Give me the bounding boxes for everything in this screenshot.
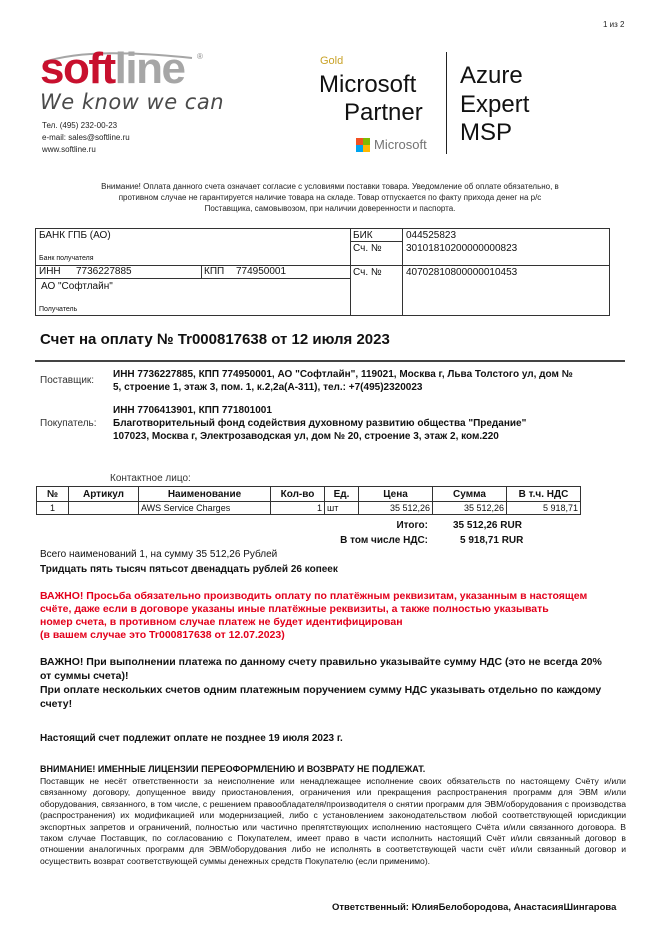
warning-line-3: номер счета, в противном случае платеж не будет идентифицирован <box>40 616 403 628</box>
title-rule <box>35 360 625 362</box>
contact-website: www.softline.ru <box>42 145 96 154</box>
buyer-line1: ИНН 7706413901, КПП 771801001 <box>113 405 272 416</box>
cell-sku <box>69 502 139 515</box>
inn-value: 7736227885 <box>76 266 132 277</box>
bik-label: БИК <box>353 230 373 241</box>
bank-label: Банк получателя <box>39 255 94 262</box>
items-summary: Всего наименований 1, на сумму 35 512,26 Рублей <box>40 549 278 560</box>
supplier-line1: ИНН 7736227885, КПП 774950001, АО "Софтлайн", 119021, Москва г, Льва Толстого ул, дом № <box>113 369 573 380</box>
supplier-label: Поставщик: <box>40 375 95 386</box>
buyer-label: Покупатель: <box>40 418 97 429</box>
bank-name: БАНК ГПБ (АО) <box>39 230 111 241</box>
due-date: Настоящий счет подлежит оплате не позднее 19 июля 2023 г. <box>40 733 343 744</box>
legal-disclaimer: Поставщик не несёт ответственности за неисполнение или ненадлежащее исполнение своих обязательств по настоящему Счёту и/или связанному договору, допущенное ввиду приостановления, ограничения или прекращения распространения программ для ЭВМ и/или оборудования, связанного, в том числе, с решением правообладателя/производителя о снятии программ для ЭВМ/оборудования с производства (распространения) их модификацией или модернизацией, либо с установлением законодательством любой соответствующей юрисдикции экспортных запретов и ограничений, полностью или частично препятствующих исполнению настоящего Счёта и/или связанного договора. В таком случае Поставщик, по согласованию с Покупателем, имеет право в части исполнить настоящий Счёт и/или связанный договор в отношении аналогичных программ для ЭВМ/оборудования либо не исполнять в соответствующей части счёт и/или связанный договор и осуществить возврат соответствующей суммы денежных средств Покупателю (если применимо). <box>40 776 626 866</box>
col-header-sum: Сумма <box>433 487 507 502</box>
contact-person-label: Контактное лицо: <box>110 473 191 484</box>
microsoft-brand-text: Microsoft <box>374 137 427 152</box>
warning-line-4: (в вашем случае это Tr000817638 от 12.07.2023) <box>40 629 285 641</box>
logo-tagline: We know we can <box>40 90 225 114</box>
col-header-name: Наименование <box>139 487 271 502</box>
badge-divider <box>446 52 447 154</box>
col-header-vat: В т.ч. НДС <box>507 487 581 502</box>
col-header-unit: Ед. <box>325 487 359 502</box>
warning-line-2: счёте, даже если в договоре указаны иные платёжные реквизиты, а также полностью указывать <box>40 603 549 615</box>
contact-email: e-mail: sales@softline.ru <box>42 133 130 142</box>
bank-divider-h0 <box>350 241 402 242</box>
registered-mark: ® <box>197 52 203 61</box>
payment-details-warning <box>40 590 630 642</box>
softline-logo <box>40 44 185 93</box>
partner-level: Gold <box>320 55 344 67</box>
inn-label: ИНН <box>39 266 61 277</box>
vat-total-value: 5 918,71 RUR <box>460 535 524 546</box>
vat-warning-line-3: При оплате нескольких счетов одним платежным поручением сумму НДС указывать отдельно по каждому <box>40 684 602 696</box>
vat-warning-line-2: от суммы счета)! <box>40 670 129 682</box>
partner-microsoft-text: Microsoft <box>319 71 417 98</box>
logo-text-line: line <box>114 44 185 93</box>
logo-text-soft: soft <box>40 44 115 93</box>
cell-price: 35 512,26 <box>359 502 433 515</box>
bank-divider-v2 <box>402 229 403 315</box>
total-value: 35 512,26 RUR <box>453 520 522 531</box>
bik-value: 044525823 <box>406 230 457 241</box>
microsoft-squares-icon <box>356 138 370 152</box>
responsible-persons: Ответственный: ЮлияБелобородова, АнастасияШингарова <box>332 902 617 913</box>
col-header-sku: Артикул <box>69 487 139 502</box>
vat-total-label: В том числе НДС: <box>340 535 428 546</box>
cell-unit: шт <box>325 502 359 515</box>
cell-vat: 5 918,71 <box>507 502 581 515</box>
recipient-name: АО "Софтлайн" <box>41 281 113 292</box>
recipient-label: Получатель <box>39 306 78 313</box>
kpp-label: КПП <box>204 266 225 277</box>
azure-text: Azure <box>460 62 523 89</box>
msp-text: MSP <box>460 119 513 146</box>
items-table <box>36 486 581 515</box>
bank-divider-v3 <box>201 265 202 278</box>
corr-account-label: Сч. № <box>353 243 382 254</box>
contact-phone: Тел. (495) 232-00-23 <box>42 121 118 130</box>
amount-in-words: Тридцать пять тысяч пятьсот двенадцать рублей 26 копеек <box>40 564 338 575</box>
col-header-qty: Кол-во <box>271 487 325 502</box>
cell-qty: 1 <box>271 502 325 515</box>
vat-warning-line-1: ВАЖНО! При выполнении платежа по данному счету правильно указывайте сумму НДС (это не всегда 20% <box>40 656 602 668</box>
total-label: Итого: <box>396 520 428 531</box>
items-header-row <box>37 487 581 502</box>
page-indicator: 1 из 2 <box>603 20 625 29</box>
kpp-value: 774950001 <box>236 266 287 277</box>
expert-text: Expert <box>460 91 530 118</box>
bank-details-table <box>35 228 610 316</box>
invoice-title: Счет на оплату № Tr000817638 от 12 июля 2023 <box>40 331 390 348</box>
buyer-line2: Благотворительный фонд содействия духовному развитию общества "Предание" <box>113 418 527 429</box>
cell-num: 1 <box>37 502 69 515</box>
vat-warning-line-4: счету! <box>40 698 73 710</box>
vat-warning <box>40 655 630 711</box>
table-row <box>37 502 581 515</box>
payment-notice: Внимание! Оплата данного счета означает согласие с условиями поставки товара. Уведомление об оплате обязательно, в противном случае не гарантируется наличие товара на складе. Товар отпускается по факту прихода денег на р/с Поставщика, самовывозом, при наличии доверенности и паспорта. <box>101 182 559 213</box>
account-label: Сч. № <box>353 267 382 278</box>
cell-sum: 35 512,26 <box>433 502 507 515</box>
microsoft-logo <box>356 137 427 152</box>
bank-divider-h2 <box>36 278 350 279</box>
corr-account-value: 30101810200000000823 <box>406 243 518 254</box>
warning-line-1: ВАЖНО! Просьба обязательно производить оплату по платёжным реквизитам, указанным в настоящем <box>40 590 588 602</box>
col-header-num: № <box>37 487 69 502</box>
partner-text: Partner <box>344 99 423 126</box>
license-warning: ВНИМАНИЕ! ИМЕННЫЕ ЛИЦЕНЗИИ ПЕРЕОФОРМЛЕНИЮ И ВОЗВРАТУ НЕ ПОДЛЕЖАТ. <box>40 764 426 774</box>
supplier-line2: 5, строение 1, этаж 3, пом. 1, к.2,2а(А-311), тел.: +7(495)2320023 <box>113 382 423 393</box>
cell-name: AWS Service Charges <box>139 502 271 515</box>
buyer-line3: 107023, Москва г, Электрозаводская ул, дом № 20, строение 3, этаж 2, ком.220 <box>113 431 499 442</box>
col-header-price: Цена <box>359 487 433 502</box>
account-value: 40702810800000010453 <box>406 267 518 278</box>
